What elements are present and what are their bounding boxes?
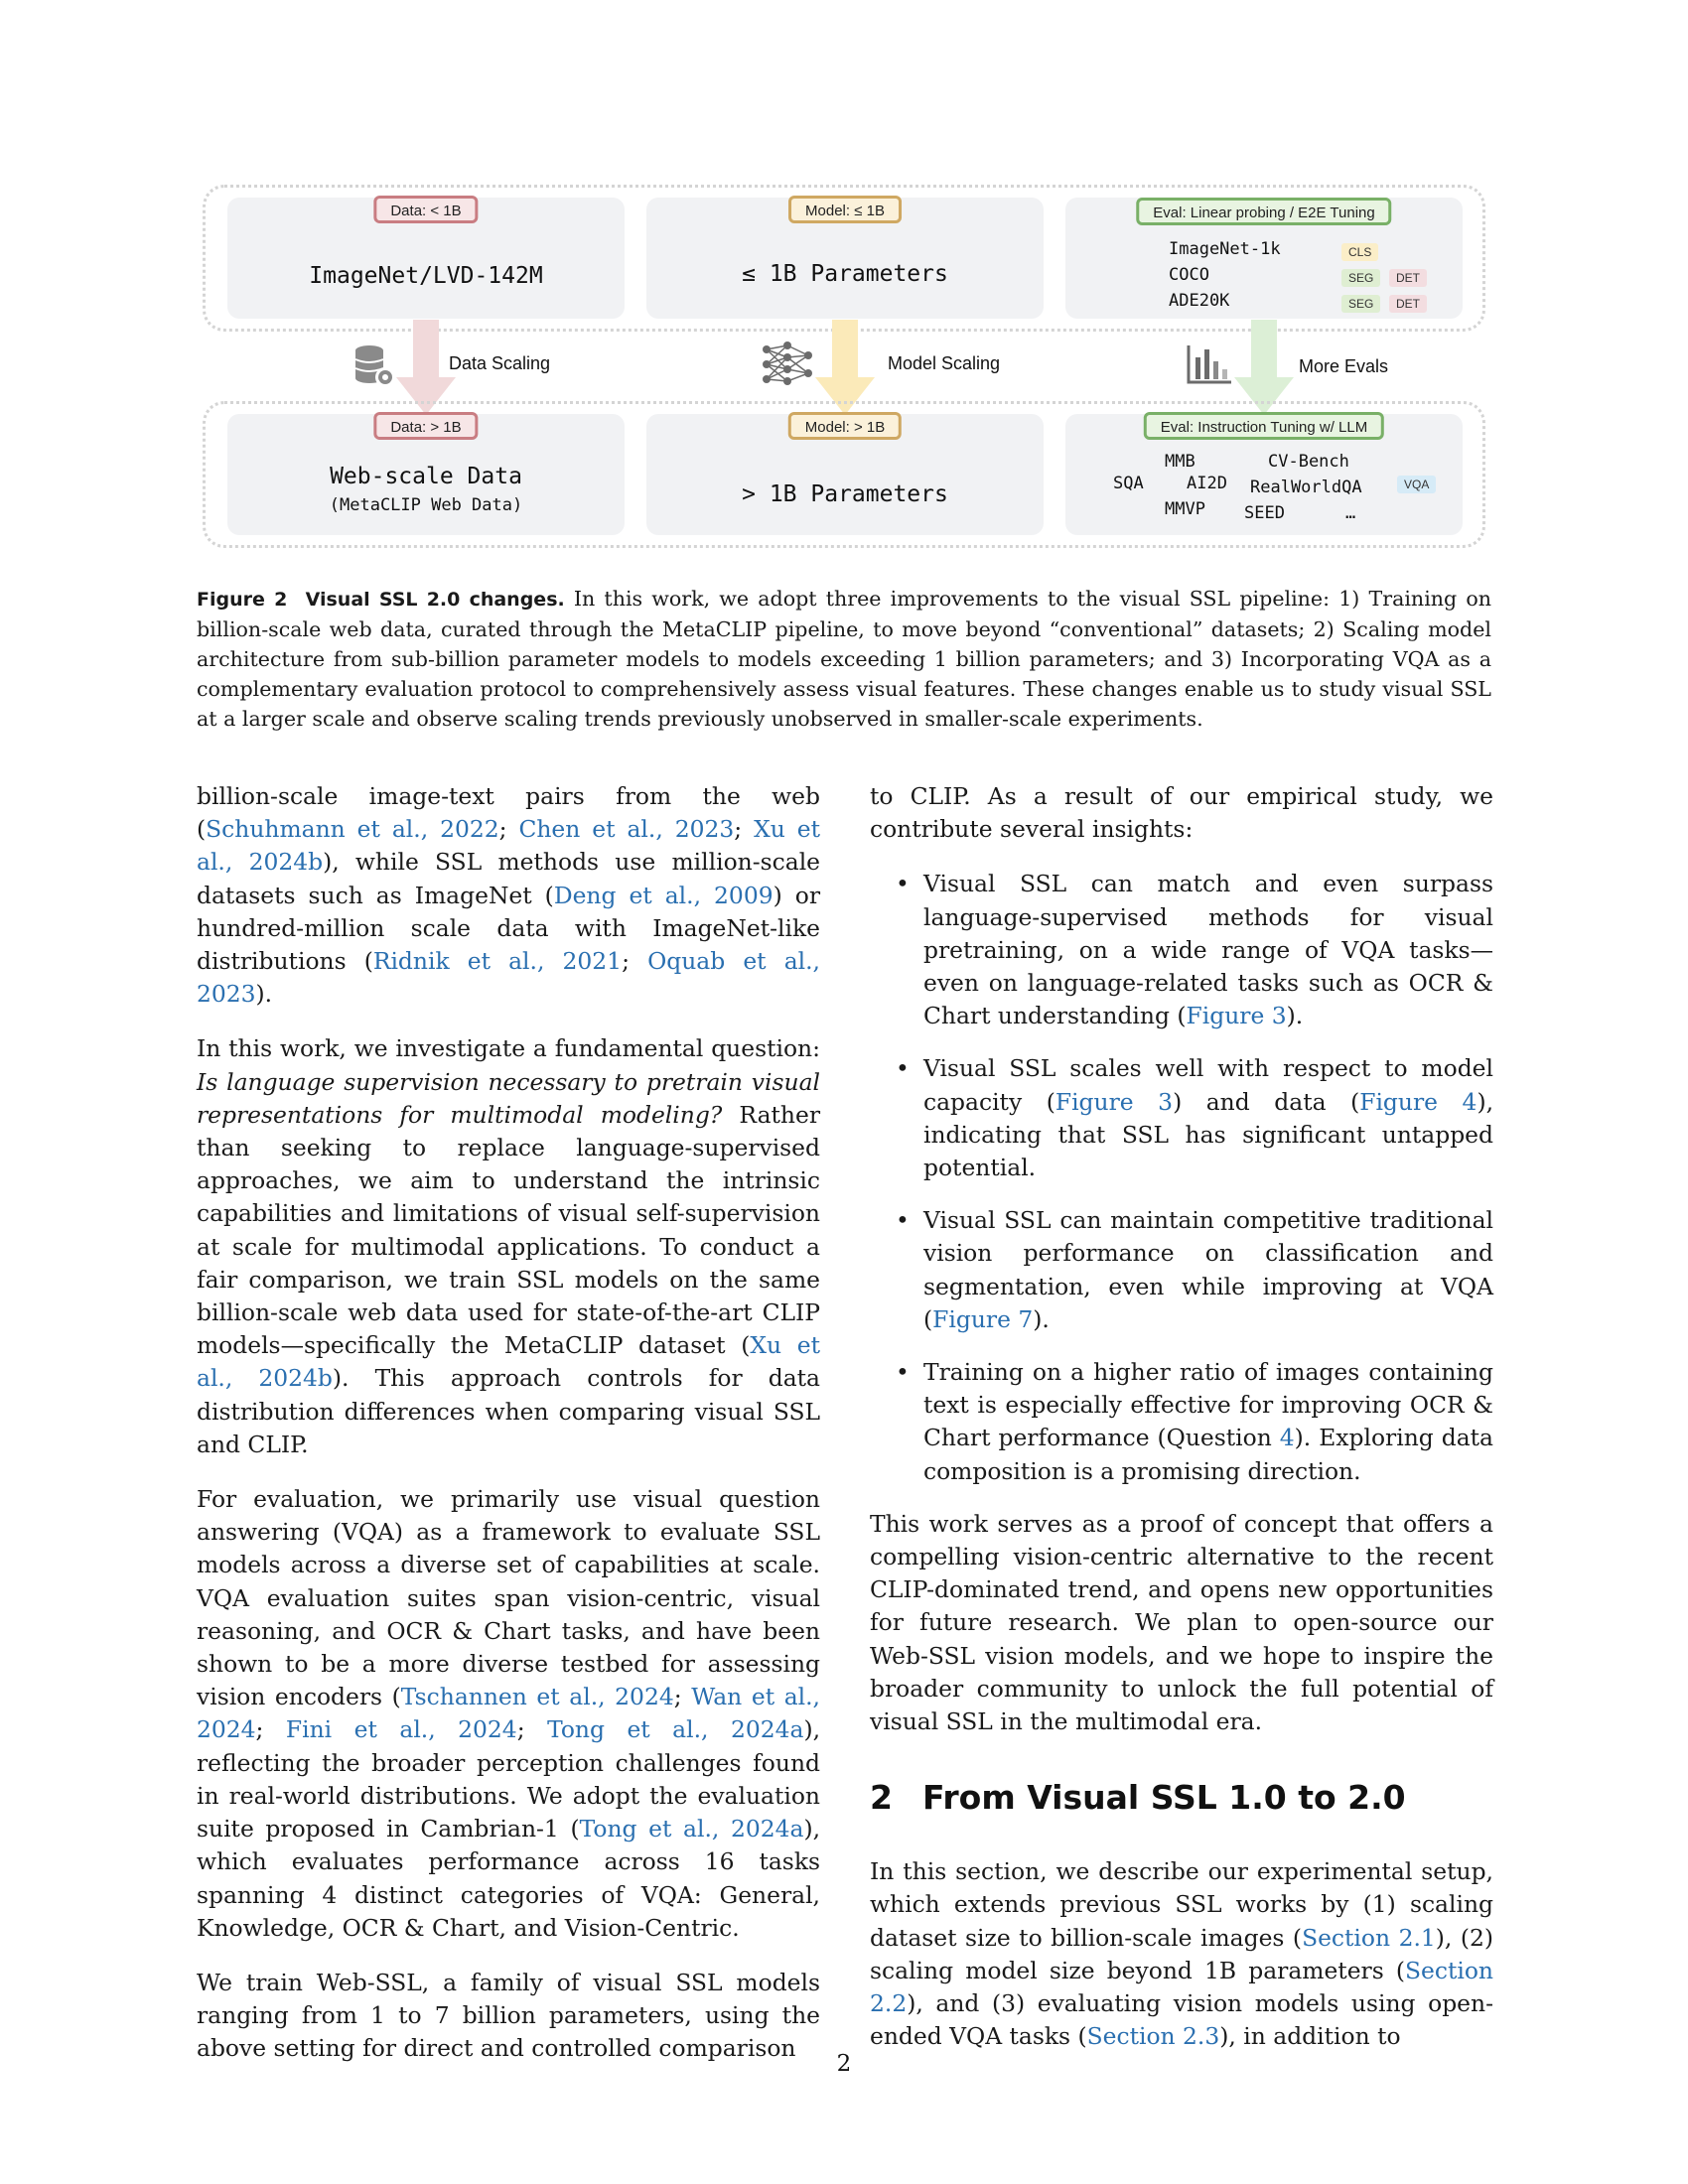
badge-det: DET (1389, 269, 1427, 287)
section-title: From Visual SSL 1.0 to 2.0 (921, 1778, 1406, 1818)
text: Visual SSL can match and even surpass language-supervised methods for visual pretraining, on a wide range of VQA tasks—even on language-related tasks such as OCR & Chart understanding ( (923, 870, 1493, 1030)
figure-link[interactable]: Figure 7 (932, 1304, 1034, 1333)
text: In this section, we describe our experimental setup, which extends previous SSL works by (1) scaling dataset size to billion-scale images ( (870, 1857, 1493, 1952)
citation-link[interactable]: Tschannen et al., 2024 (400, 1683, 674, 1711)
text: In this work, we investigate a fundamental question: (197, 1034, 820, 1063)
text: Training on a higher ratio of images containing text is especially effective for improving OCR & Chart performance (Question (923, 1358, 1493, 1452)
page-number: 2 (836, 2051, 852, 2077)
list-item (923, 1356, 1493, 1488)
text: ; (498, 815, 519, 844)
section-link[interactable]: Section 2.1 (1302, 1923, 1436, 1952)
list-item (923, 868, 1493, 1032)
text: ; (516, 1715, 548, 1744)
citation-link[interactable]: Xu et al., 2024b (197, 1331, 820, 1393)
text: For evaluation, we primarily use visual question answering (VQA) as a framework to evaluate SSL models across a diverse set of capabilities at scale. VQA evaluation suites span vision-centric, visual reasoning, and OCR & Chart tasks, and have been shown to be a more diverse testbed for assessing vision encoders ( (197, 1485, 820, 1711)
paragraph: We train Web-SSL, a family of visual SSL models ranging from 1 to 7 billion parameters, using the above setting for direct and controlled comparison (197, 1968, 820, 2063)
text: ; (622, 947, 648, 976)
card-main-text: ≤ 1B Parameters (742, 261, 948, 287)
badge-seg: SEG (1341, 269, 1380, 287)
text: ), reflecting the broader perception challenges found in real-world distributions. We adopt the evaluation suite proposed in Cambrian-1 ( (197, 1715, 820, 1843)
text: ), in addition to (1219, 2022, 1401, 2051)
text: Rather than seeking to replace language-supervised approaches, we aim to understand the intrinsic capabilities and limitations of visual self-supervision at scale for multimodal applications. To conduct a fair comparison, we train SSL models on the same billion-scale web data used for state-of-the-art CLIP models—specifically the MetaCLIP dataset ( (197, 1100, 820, 1360)
benchmark-realworldqa: RealWorldQA (1250, 478, 1362, 497)
benchmark-mmb: MMB (1165, 452, 1196, 472)
caption-text: In this work, we adopt three improvements to the visual SSL pipeline: 1) Training on billion-scale web data, curated through the MetaCLIP pipeline, to move beyond “conventional” datasets; 2) Scaling model architecture from sub-billion parameter models to models exceeding 1 billion parameters; and 3) Incorporating VQA as a complementary evaluation protocol to comprehensively assess visual features. These changes enable us to study visual SSL at a larger scale and observe scaling trends previously unobserved in smaller-scale experiments. (197, 587, 1492, 731)
card-sub-text: (MetaCLIP Web Data) (329, 495, 523, 515)
paragraph (197, 1032, 820, 1461)
benchmark-seed: SEED (1244, 503, 1285, 523)
text: ; (734, 815, 755, 844)
benchmark-sqa: SQA (1113, 474, 1144, 493)
bar-chart-icon (1186, 343, 1233, 385)
tag-model-large: Model: > 1B (788, 412, 902, 440)
citation-link[interactable]: Xu et al., 2024b (197, 815, 820, 877)
text: ) and data ( (1173, 1087, 1360, 1116)
text: ). Exploring data composition is a promising direction. (923, 1424, 1493, 1485)
right-column (870, 780, 1493, 2076)
benchmark-more: … (1345, 503, 1356, 523)
flow-label-data-scaling: Data Scaling (449, 353, 551, 373)
section-link[interactable]: Section 2.2 (870, 1956, 1493, 2018)
card-main-text: Web-scale Data (330, 464, 522, 489)
card-model-large (646, 414, 1044, 535)
flow-label-model-scaling: Model Scaling (888, 353, 1001, 373)
card-main-text: > 1B Parameters (742, 481, 948, 507)
card-data-large (227, 414, 625, 535)
list-item (923, 1204, 1493, 1336)
card-data-small (227, 198, 625, 319)
question-link[interactable]: 4 (1279, 1424, 1295, 1452)
research-question: Is language supervision necessary to pretrain visual representations for multimodal modeling? (197, 1067, 820, 1129)
citation-link[interactable]: Chen et al., 2023 (518, 815, 735, 844)
caption-label: Figure 2 (197, 589, 288, 611)
paragraph (197, 780, 820, 1011)
tag-data-large: Data: > 1B (373, 412, 478, 440)
text: ), and (3) evaluating vision models using open-ended VQA tasks ( (870, 1989, 1493, 2051)
figure-link[interactable]: Figure 4 (1359, 1087, 1477, 1116)
text: ). This approach controls for data distribution differences when comparing visual SSL and CLIP. (197, 1364, 820, 1458)
card-eval-instruction (1065, 414, 1463, 535)
citation-link[interactable]: Wan et al., 2024 (197, 1683, 820, 1744)
dataset-imagenet: ImageNet-1k (1169, 239, 1281, 259)
text: ), while SSL methods use million-scale datasets such as ImageNet ( (197, 848, 821, 909)
tag-eval-linear: Eval: Linear probing / E2E Tuning (1136, 198, 1391, 225)
badge-vqa: VQA (1397, 476, 1436, 493)
text: ). (255, 980, 273, 1009)
dataset-ade20k: ADE20K (1169, 291, 1230, 311)
flow-label-more-evals: More Evals (1299, 356, 1389, 376)
text: ; (673, 1683, 692, 1711)
figure-link[interactable]: Figure 3 (1186, 1002, 1287, 1030)
text: ; (255, 1715, 286, 1744)
paragraph: This work serves as a proof of concept that offers a compelling vision-centric alternative to the recent CLIP-dominated trend, and opens new opportunities for future research. We plan to open-source our Web-SSL vision models, and we hope to inspire the broader community to unlock the full potential of visual SSL in the multimodal era. (870, 1509, 1493, 1736)
section-number: 2 (870, 1778, 893, 1818)
tag-data-small: Data: < 1B (373, 196, 478, 223)
card-eval-linear (1065, 198, 1463, 319)
tag-eval-instruction: Eval: Instruction Tuning w/ LLM (1144, 412, 1384, 440)
badge-seg: SEG (1341, 295, 1380, 313)
tag-model-small: Model: ≤ 1B (788, 196, 902, 223)
text: ) or hundred-million scale data with ImageNet-like distributions ( (197, 881, 821, 976)
insights-list (870, 868, 1493, 1487)
text: billion-scale image-text pairs from the web ( (197, 782, 820, 844)
card-main-text: ImageNet/LVD-142M (309, 263, 543, 289)
database-gear-icon (353, 343, 397, 389)
text: Visual SSL can maintain competitive traditional vision performance on classification and segmentation, even while improving at VQA ( (923, 1206, 1493, 1333)
text: Visual SSL scales well with respect to model capacity ( (923, 1054, 1493, 1116)
badge-det: DET (1389, 295, 1427, 313)
bottom-row-group (203, 401, 1485, 548)
citation-link[interactable]: Tong et al., 2024a (547, 1715, 804, 1744)
citation-link[interactable]: Oquab et al., 2023 (197, 947, 820, 1009)
badge-cls: CLS (1341, 243, 1378, 261)
text: ), indicating that SSL has significant untapped potential. (923, 1087, 1493, 1182)
paragraph (870, 1855, 1493, 2053)
list-item (923, 1052, 1493, 1184)
benchmark-mmvp: MMVP (1165, 499, 1205, 519)
text: ), (2) scaling model size beyond 1B parameters ( (870, 1923, 1493, 1984)
citation-link[interactable]: Deng et al., 2009 (553, 881, 774, 909)
paragraph: to CLIP. As a result of our empirical study, we contribute several insights: (870, 782, 1493, 844)
citation-link[interactable]: Ridnik et al., 2021 (372, 947, 623, 976)
benchmark-ai2d: AI2D (1187, 474, 1227, 493)
figure-link[interactable]: Figure 3 (1055, 1087, 1174, 1116)
figure-caption (197, 584, 1491, 734)
text: ). (1033, 1304, 1050, 1333)
citation-link[interactable]: Schuhmann et al., 2022 (206, 815, 499, 844)
text: ). (1286, 1002, 1304, 1030)
paragraph (197, 1483, 820, 1945)
neural-network-icon (761, 340, 814, 389)
section-heading (870, 1778, 1493, 1818)
left-column (197, 780, 820, 2088)
caption-title: Visual SSL 2.0 changes. (305, 589, 565, 611)
section-link[interactable]: Section 2.3 (1086, 2022, 1220, 2051)
dataset-coco: COCO (1169, 265, 1209, 285)
benchmark-cvbench: CV-Bench (1268, 452, 1349, 472)
citation-link[interactable]: Tong et al., 2024a (579, 1815, 804, 1843)
text: ), which evaluates performance across 16 tasks spanning 4 distinct categories of VQA: General, Knowledge, OCR & Chart, and Vision-Centric. (197, 1815, 820, 1942)
citation-link[interactable]: Fini et al., 2024 (285, 1715, 517, 1744)
top-row-group (203, 185, 1485, 332)
figure-2-diagram (203, 185, 1487, 550)
card-model-small (646, 198, 1044, 319)
